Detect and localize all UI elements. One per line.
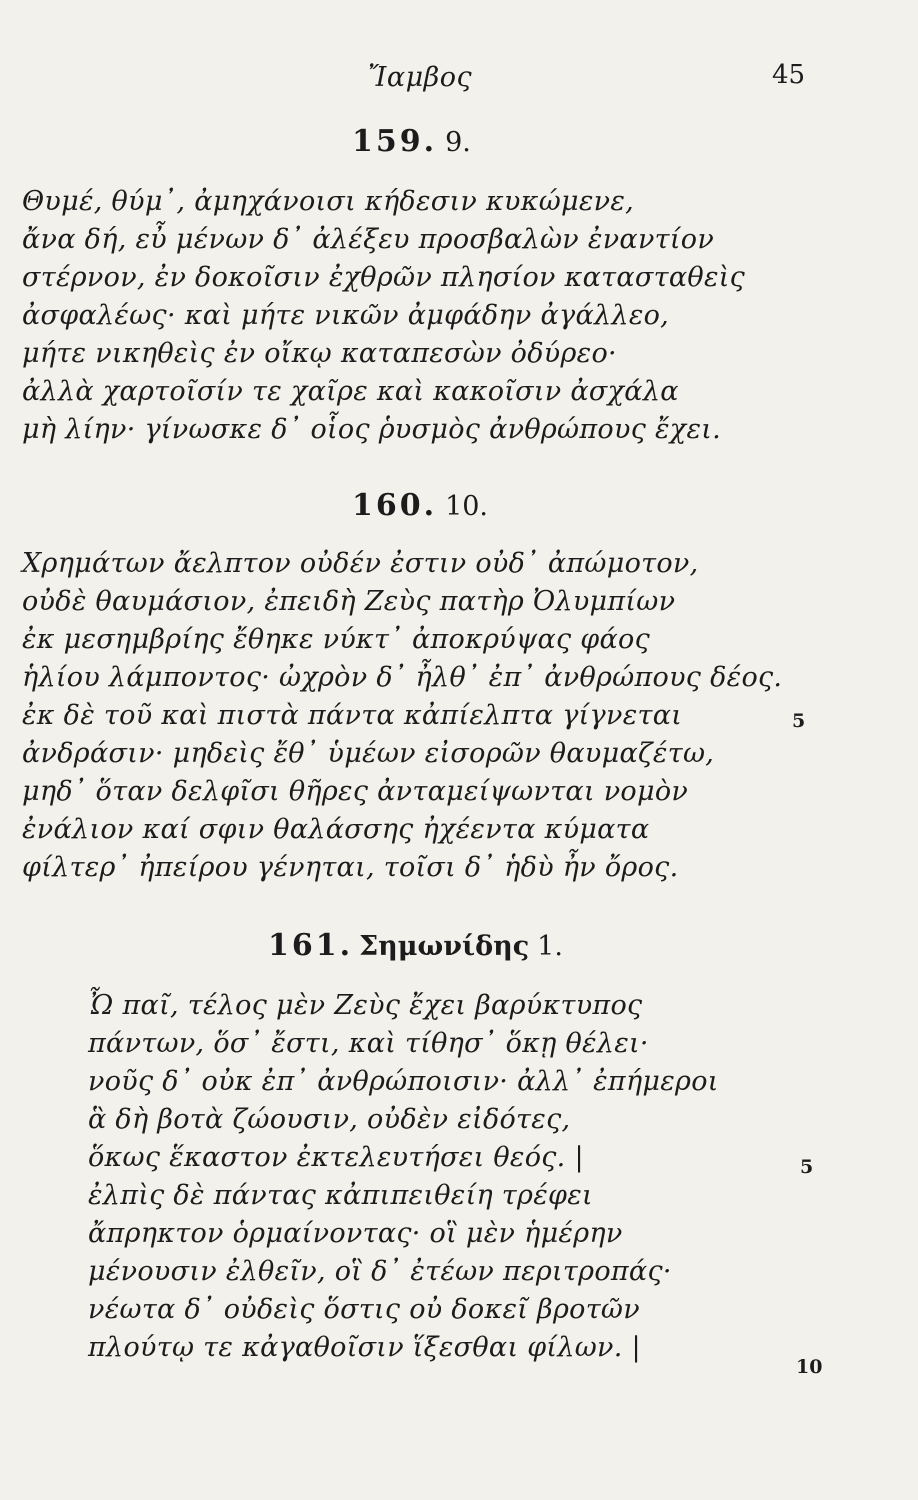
verse-line: ἄπρηκτον ὁρμαίνοντας· οἳ μὲν ἡμέρην <box>88 1218 623 1249</box>
verse-line: ἄνα δή, εὖ μένων δ᾽ ἀλέξευ προσβαλὼν ἐναντίον <box>22 224 715 255</box>
section-number: 159. <box>352 124 438 159</box>
section-heading <box>352 488 488 523</box>
fragment-number: 9. <box>445 127 471 158</box>
verse-line: ἐκ δὲ τοῦ καὶ πιστὰ πάντα κἀπίελπτα γίγνεται <box>22 700 683 731</box>
verse-line: ὅκως ἕκαστον ἐκτελευτήσει θεός. | <box>88 1142 584 1173</box>
verse-line: μὴ λίην· γίνωσκε δ᾽ οἷος ῥυσμὸς ἀνθρώπους ἔχει. <box>22 414 722 445</box>
verse-line: ἃ δὴ βοτὰ ζώουσιν, οὐδὲν εἰδότες, <box>88 1104 571 1135</box>
verse-line: ἀνδράσιν· μηδεὶς ἔθ᾽ ὑμέων εἰσορῶν θαυμαζέτω, <box>22 738 715 769</box>
fragment-number: 1. <box>537 931 563 962</box>
verse-line: μηδ᾽ ὅταν δελφῖσι θῆρες ἀνταμείψωνται νομὸν <box>22 776 689 807</box>
section-heading <box>268 928 563 963</box>
verse-line: οὐδὲ θαυμάσιον, ἐπειδὴ Ζεὺς πατὴρ Ὀλυμπίων <box>22 586 676 617</box>
line-number: 5 <box>792 710 806 732</box>
page-number: 45 <box>772 60 806 90</box>
verse-line: ἐλπὶς δὲ πάντας κἀπιπειθείη τρέφει <box>88 1180 593 1211</box>
verse-line: πλούτῳ τε κἀγαθοῖσιν ἵξεσθαι φίλων. | <box>88 1332 641 1363</box>
verse-line: φίλτερ᾽ ἠπείρου γένηται, τοῖσι δ᾽ ἡδὺ ἦν ὄρος. <box>22 852 679 883</box>
verse-line: ἡλίου λάμποντος· ὠχρὸν δ᾽ ἦλθ᾽ ἐπ᾽ ἀνθρώπους δέος. <box>22 662 783 693</box>
running-head: Ἴαμβος <box>368 62 473 93</box>
line-number: 5 <box>800 1156 814 1178</box>
verse-line: μήτε νικηθεὶς ἐν οἴκῳ καταπεσὼν ὀδύρεο· <box>22 338 617 369</box>
section-heading <box>352 124 471 159</box>
verse-line: νέωτα δ᾽ οὐδεὶς ὅστις οὐ δοκεῖ βροτῶν <box>88 1294 640 1325</box>
line-number: 10 <box>796 1356 823 1378</box>
verse-line: στέρνον, ἐν δοκοῖσιν ἐχθρῶν πλησίον κατασταθεὶς <box>22 262 746 293</box>
verse-line: Χρημάτων ἄελπτον οὐδέν ἐστιν οὐδ᾽ ἀπώμοτον, <box>22 548 699 579</box>
verse-line: ἀσφαλέως· καὶ μήτε νικῶν ἀμφάδην ἀγάλλεο, <box>22 300 670 331</box>
fragment-number: 10. <box>445 491 489 522</box>
verse-line: μένουσιν ἐλθεῖν, οἳ δ᾽ ἐτέων περιτροπάς· <box>88 1256 672 1287</box>
verse-line: πάντων, ὅσ᾽ ἔστι, καὶ τίθησ᾽ ὅκῃ θέλει· <box>88 1028 649 1059</box>
author-name: Σημωνίδης <box>359 931 530 962</box>
section-number: 161. <box>268 928 354 963</box>
verse-line: νοῦς δ᾽ οὐκ ἐπ᾽ ἀνθρώποισιν· ἀλλ᾽ ἐπήμεροι <box>88 1066 719 1097</box>
verse-line: ἐκ μεσημβρίης ἔθηκε νύκτ᾽ ἀποκρύψας φάος <box>22 624 651 655</box>
verse-line: ἀλλὰ χαρτοῖσίν τε χαῖρε καὶ κακοῖσιν ἀσχάλα <box>22 376 679 407</box>
verse-line: Θυμέ, θύμ᾽, ἀμηχάνοισι κήδεσιν κυκώμενε, <box>22 186 635 217</box>
verse-line: ἐνάλιον καί σφιν θαλάσσης ἠχέεντα κύματα <box>22 814 650 845</box>
verse-line: Ὦ παῖ, τέλος μὲν Ζεὺς ἔχει βαρύκτυπος <box>88 990 643 1021</box>
section-number: 160. <box>352 488 438 523</box>
